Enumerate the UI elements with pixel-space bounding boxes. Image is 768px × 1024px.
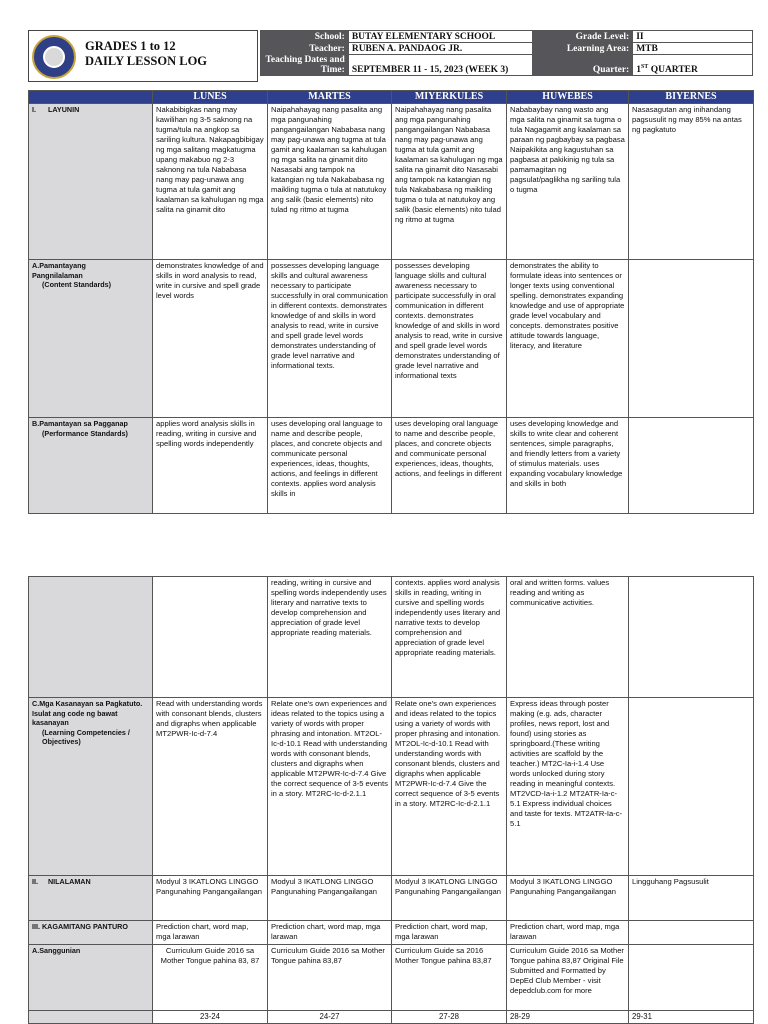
content-label-line-3: (Content Standards) — [42, 280, 112, 289]
nilalaman-huwebes: Modyul 3 IKATLONG LINGGO Pangunahing Pangangailangan — [507, 876, 629, 921]
pages-huwebes: 28-29 — [507, 1011, 629, 1024]
performance-cont-martes: reading, writing in cursive and spelling words independently uses literary and narrative texts to develop comprehension and appreciation of grade level appropriate reading materials. — [268, 577, 392, 698]
kagamitan-biyernes — [629, 921, 754, 945]
layunin-martes: Naipahahayag nang pasalita ang mga pangunahing pangangailangan Nababasa nang may pag-unawa ang tugma at tula gamit ang kaalaman sa kahulugan ng mga salita na ginamit dito Nasasabi ang tampok na katangian ng tula Nakababasa ng maikling tugma o tula at natutukoy ang salik (basic elements) nito tulad ng ritmo at tugma — [268, 104, 392, 260]
row-nilalaman — [29, 876, 754, 921]
row-label-performance-continued — [29, 577, 153, 698]
pages-lunes: 23-24 — [153, 1011, 268, 1024]
brand-line-2: DAILY LESSON LOG — [85, 54, 208, 68]
performance-label-line-2: (Performance Standards) — [42, 428, 128, 438]
quarter-label: Quarter: — [533, 55, 633, 76]
quarter-word: QUARTER — [648, 65, 698, 75]
layunin-label-text: I. LAYUNIN — [32, 105, 80, 114]
layunin-huwebes: Nababaybay nang wasto ang mga salita na ginamit sa tugma o tula Nagagamit ang kaalaman sa paraan ng pagbaybay sa pagbasa Naipakikita ang kagustuhan sa pagbasa at pakikinig ng tula sa pamamagitan ng pagsulat/paglikha ng sariling tula o tugma — [507, 104, 629, 260]
nilalaman-lunes: Modyul 3 IKATLONG LINGGO Pangunahing Pangangailangan — [153, 876, 268, 921]
corner-header-cell — [29, 91, 153, 104]
teaching-dates-label — [261, 55, 349, 76]
performance-cont-miyerkules: contexts. applies word analysis skills in reading, writing in cursive and spelling words independently uses literary and narrative texts to develop comprehension and appreciation of grade level appropriate reading materials. — [392, 577, 507, 698]
sanggunian-martes: Curriculum Guide 2016 sa Mother Tongue pahina 83,87 — [268, 945, 392, 1011]
layunin-biyernes: Nasasagutan ang inihandang pagsusulit ng may 85% na antas ng pagkatuto — [629, 104, 754, 260]
row-label-layunin — [29, 104, 153, 260]
content-miyerkules: possesses developing language skills and cultural awareness necessary to participate successfully in oral communication in different contexts. demonstrates knowledge of and skills in word analysis to read, write in cursive and spell grade level words demonstrates understanding of grade level narrative and informational texts — [392, 260, 507, 418]
quarter-value — [633, 55, 753, 76]
row-kagamitan — [29, 921, 754, 945]
performance-cont-lunes — [153, 577, 268, 698]
layunin-lunes: Nakabibigkas nang may kawilihan ng 3-5 saknong na tugma/tula na angkop sa sariling kultura. Nakapagbibigay ng mga salitang magkatugma upang makabuo ng 2-3 saknong na tula Nababasa nang may pag-unawa ang tugma at tula gamit ang kaalaman sa kahulugan ng mga salita na ginamit dito — [153, 104, 268, 260]
sanggunian-miyerkules: Curriculum Guide sa 2016 Mother Tongue pahina 83,87 — [392, 945, 507, 1011]
lesson-table-page-1 — [28, 90, 754, 514]
content-martes: possesses developing language skills and cultural awareness necessary to participate successfully in oral communication in different contexts. demonstrates knowledge of and skills in word analysis to read, write in cursive and spell grade level words demonstrates understanding of grade level narrative and informational texts. — [268, 260, 392, 418]
row-learning-competencies — [29, 698, 754, 876]
row-content-standards — [29, 260, 754, 418]
nilalaman-label-text: II. NILALAMAN — [32, 877, 91, 886]
quarter-number: 1 — [636, 65, 641, 75]
teacher-label: Teacher: — [261, 43, 349, 55]
nilalaman-miyerkules: Modyul 3 IKATLONG LINGGO Pangunahing Pangangailangan — [392, 876, 507, 921]
kagamitan-miyerkules: Prediction chart, word map, mga larawan — [392, 921, 507, 945]
performance-cont-biyernes — [629, 577, 754, 698]
row-label-sanggunian: A.Sanggunian — [29, 945, 153, 1011]
sanggunian-huwebes: Curriculum Guide 2016 sa Mother Tongue pahina 83,87 Original File Submitted and Formatted by DepEd Club Member - visit depedclub.com for more — [507, 945, 629, 1011]
school-value: BUTAY ELEMENTARY SCHOOL — [348, 31, 533, 43]
learning-area-value: MTB — [633, 43, 753, 55]
sanggunian-lunes: Curriculum Guide 2016 sa Mother Tongue pahina 83, 87 — [153, 945, 268, 1011]
content-lunes: demonstrates knowledge of and skills in word analysis to read, write in cursive and spell grade level words — [153, 260, 268, 418]
row-page-numbers — [29, 1011, 754, 1024]
day-header-lunes: LUNES — [153, 91, 268, 104]
performance-lunes: applies word analysis skills in reading, writing in cursive and spelling words independently — [153, 418, 268, 514]
lesson-table-page-2 — [28, 576, 754, 1024]
day-header-huwebes: HUWEBES — [507, 91, 629, 104]
sanggunian-biyernes — [629, 945, 754, 1011]
learning-area-label: Learning Area: — [533, 43, 633, 55]
brand-line-1: GRADES 1 to 12 — [85, 39, 176, 53]
row-label-page-numbers — [29, 1011, 153, 1024]
quarter-suffix: ST — [640, 63, 649, 70]
teaching-dates-value: SEPTEMBER 11 - 15, 2023 (WEEK 3) — [348, 55, 533, 76]
row-layunin — [29, 104, 754, 260]
kagamitan-martes: Prediction chart, word map, mga larawan — [268, 921, 392, 945]
row-performance-continued — [29, 577, 754, 698]
content-huwebes: demonstrates the ability to formulate ideas into sentences or longer texts using conventional spelling. demonstrates expanding knowledge and use of appropriate grade level vocabulary and concepts. demonstrates positive attitude towards language, literacy, and literature — [507, 260, 629, 418]
row-label-performance-standards — [29, 418, 153, 514]
competencies-miyerkules: Relate one's own experiences and ideas related to the topics using a variety of words with proper phrasing and intonation. MT2OL-Ic-d-10.1 Read with understanding words with consonant blends, clusters and digraphs when applicable MT2PWR-Ic-d-7.4 Give the correct sequence of 3-5 events in a story. MT2RC-Ic-d-2.1.1 — [392, 698, 507, 876]
header-info-table — [260, 30, 753, 76]
row-sanggunian — [29, 945, 754, 1011]
content-biyernes — [629, 260, 754, 418]
day-header-biyernes: BIYERNES — [629, 91, 754, 104]
competencies-label-line-1: C.Mga Kasanayan sa Pagkatuto. Isulat ang code ng bawat kasanayan — [32, 699, 143, 727]
day-header-martes: MARTES — [268, 91, 392, 104]
competencies-label-line-2: (Learning Competencies / Objectives) — [42, 727, 130, 746]
row-performance-standards — [29, 418, 754, 514]
row-label-kagamitan: III. KAGAMITANG PANTURO — [29, 921, 153, 945]
nilalaman-biyernes: Lingguhang Pagsusulit — [629, 876, 754, 921]
pages-martes: 24-27 — [268, 1011, 392, 1024]
brand-block — [28, 30, 258, 82]
performance-cont-huwebes: oral and written forms. values reading and writing as communicative activities. — [507, 577, 629, 698]
grade-level-value: II — [633, 31, 753, 43]
teaching-dates-label-line-1: Teaching Dates and — [265, 55, 345, 65]
school-label: School: — [261, 31, 349, 43]
competencies-martes: Relate one's own experiences and ideas related to the topics using a variety of words with proper phrasing and intonation. MT2OL-Ic-d-10.1 Read with understanding words with consonant blends, clusters and digraphs when applicable MT2PWR-Ic-d-7.4 Give the correct sequence of 3-5 events in a story. MT2RC-Ic-d-2.1.1 — [268, 698, 392, 876]
performance-biyernes — [629, 418, 754, 514]
pages-biyernes: 29-31 — [629, 1011, 754, 1024]
layunin-miyerkules: Naipahahayag nang pasalita ang mga pangunahing pangangailangan Nababasa nang may pag-unawa ang tugma at tula gamit ang kaalaman sa kahulugan ng mga salita na ginamit dito Nasasabi ang tampok na katangian ng tula Nakababasa ng maikling tugma o tula at natutukoy ang salik (basic elements) nito tulad ng ritmo at tugma — [392, 104, 507, 260]
competencies-lunes: Read with understanding words with consonant blends, clusters and digraphs when applicable MT2PWR-Ic-d-7.4 — [153, 698, 268, 876]
kagamitan-lunes: Prediction chart, word map, mga larawan — [153, 921, 268, 945]
teacher-value: RUBEN A. PANDAOG JR. — [348, 43, 533, 55]
performance-label-line-1: B.Pamantayan sa Pagganap — [32, 419, 128, 428]
performance-martes: uses developing oral language to name and describe people, places, and concrete objects and communicate personal experiences, ideas, thoughts, actions, and feelings in different contexts. applies word analysis skills in — [268, 418, 392, 514]
teaching-dates-label-line-2: Time: — [320, 65, 345, 75]
content-label-line-2: Pangnilalaman — [32, 270, 83, 280]
row-label-learning-competencies — [29, 698, 153, 876]
nilalaman-martes: Modyul 3 IKATLONG LINGGO Pangunahing Pangangailangan — [268, 876, 392, 921]
grade-level-label: Grade Level: — [533, 31, 633, 43]
competencies-biyernes — [629, 698, 754, 876]
content-label-line-1: A.Pamantayang — [32, 261, 86, 270]
deped-seal-icon — [32, 35, 76, 79]
pages-miyerkules: 27-28 — [392, 1011, 507, 1024]
day-header-miyerkules: MIYERKULES — [392, 91, 507, 104]
performance-huwebes: uses developing knowledge and skills to write clear and coherent sentences, simple paragraphs, and friendly letters from a variety of stimulus materials. uses expanding vocabulary knowledge and skills in both — [507, 418, 629, 514]
row-label-nilalaman — [29, 876, 153, 921]
competencies-huwebes: Express ideas through poster making (e.g. ads, character profiles, news report, lost and found) using stories as springboard.(These writing activities are scaffold by the teacher.) MT2C-Ia-i-1.4 Use words unlocked during story reading in meaningful contexts. MT2VCD-Ia-i-1.2 MT2ATR-Ia-c-5.1 Express individual choices and taste for texts. MT2ATR-Ia-c-5.1 — [507, 698, 629, 876]
row-label-content-standards — [29, 260, 153, 418]
kagamitan-huwebes: Prediction chart, word map, mga larawan — [507, 921, 629, 945]
performance-miyerkules: uses developing oral language to name and describe people, places, and concrete objects and communicate personal experiences, ideas, thoughts, actions, and feelings in different — [392, 418, 507, 514]
lesson-log-header — [28, 30, 753, 82]
